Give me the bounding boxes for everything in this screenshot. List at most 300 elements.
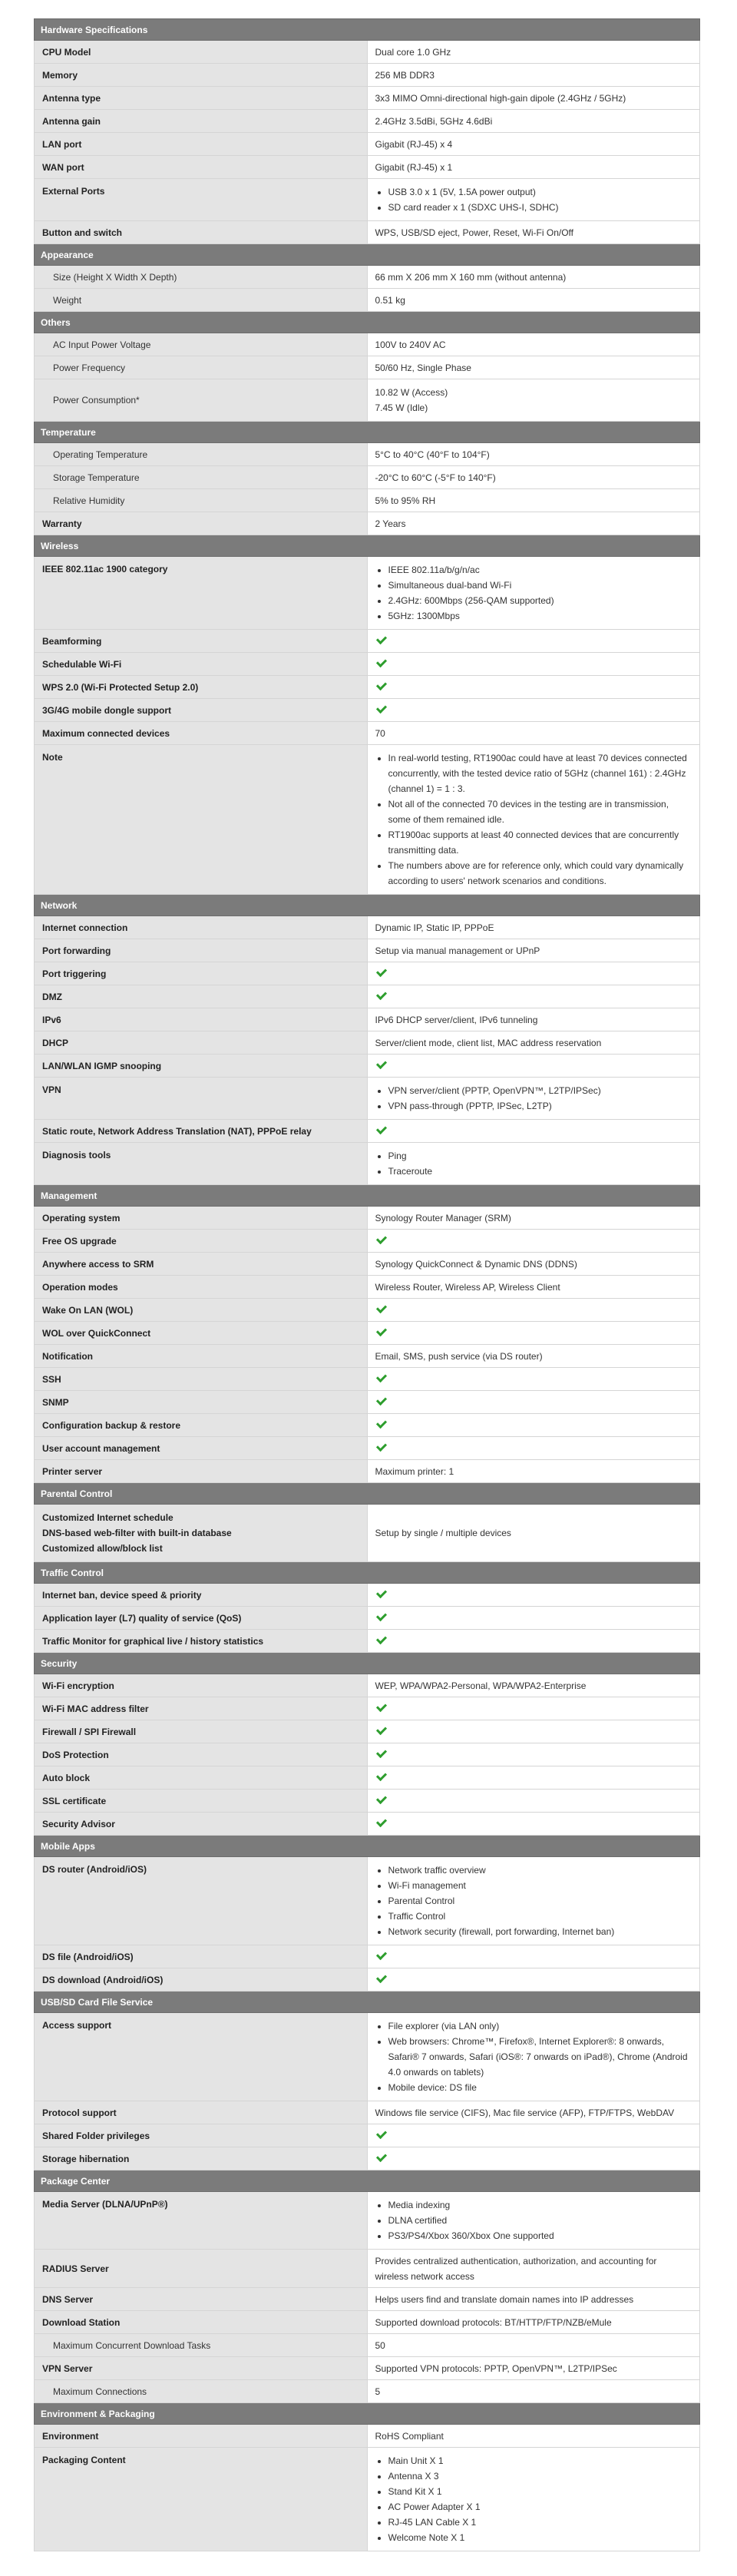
spec-label: Application layer (L7) quality of service (QoS) (35, 1607, 368, 1630)
spec-table (34, 18, 700, 2551)
spec-value: 3x3 MIMO Omni-directional high-gain dipole (2.4GHz / 5GHz) (367, 87, 700, 110)
spec-row (35, 2147, 700, 2170)
spec-row (35, 156, 700, 179)
spec-row (35, 1968, 700, 1992)
list-item: • RJ-45 LAN Cable X 1 (388, 2515, 692, 2530)
spec-row (35, 2013, 700, 2101)
spec-value: Setup by single / multiple devices (367, 1505, 700, 1562)
section-header (35, 19, 700, 41)
check-icon (375, 1233, 386, 1243)
spec-value: RoHS Compliant (367, 2425, 700, 2448)
section-header (35, 1562, 700, 1584)
section-title: Package Center (35, 2170, 700, 2192)
spec-row (35, 443, 700, 466)
section-title: Traffic Control (35, 1562, 700, 1584)
spec-value (367, 1697, 700, 1720)
spec-value: Supported VPN protocols: PPTP, OpenVPN™, L2TP/IPSec (367, 2357, 700, 2380)
section-title: USB/SD Card File Service (35, 1992, 700, 2013)
spec-label: Wake On LAN (WOL) (35, 1299, 368, 1322)
spec-label-line: DNS-based web-filter with built-in database (42, 1528, 232, 1538)
spec-label: Storage Temperature (35, 466, 368, 489)
list-item: • Mobile device: DS file (388, 2080, 692, 2095)
spec-label: Port forwarding (35, 939, 368, 962)
spec-row (35, 333, 700, 356)
check-icon (375, 1633, 386, 1644)
spec-value (367, 1078, 700, 1120)
spec-value: Setup via manual management or UPnP (367, 939, 700, 962)
list-item: • 5GHz: 1300Mbps (388, 608, 692, 624)
list-item: • Ping (388, 1148, 692, 1164)
spec-row (35, 1720, 700, 1743)
check-icon (375, 633, 386, 644)
spec-row (35, 2380, 700, 2403)
spec-label: Antenna type (35, 87, 368, 110)
spec-row (35, 1674, 700, 1697)
check-icon (375, 1058, 386, 1068)
spec-label: Notification (35, 1345, 368, 1368)
spec-label: Auto block (35, 1766, 368, 1790)
spec-label: DS file (Android/iOS) (35, 1945, 368, 1968)
list-item: • Welcome Note X 1 (388, 2530, 692, 2545)
spec-value (367, 1055, 700, 1078)
spec-value (367, 1368, 700, 1391)
spec-value: Synology QuickConnect & Dynamic DNS (DDNS) (367, 1253, 700, 1276)
spec-row (35, 699, 700, 722)
spec-value (367, 2013, 700, 2101)
spec-value (367, 1414, 700, 1437)
spec-row (35, 489, 700, 512)
spec-value (367, 1766, 700, 1790)
spec-value (367, 1437, 700, 1460)
list-item: • Media indexing (388, 2197, 692, 2213)
spec-label: Media Server (DLNA/UPnP®) (35, 2192, 368, 2250)
spec-value: Wireless Router, Wireless AP, Wireless Client (367, 1276, 700, 1299)
check-icon (375, 702, 386, 713)
list-item: • File explorer (via LAN only) (388, 2018, 692, 2034)
check-icon (375, 1417, 386, 1428)
spec-label: Free OS upgrade (35, 1230, 368, 1253)
spec-value (367, 1391, 700, 1414)
section-title: Environment & Packaging (35, 2403, 700, 2425)
spec-row (35, 266, 700, 289)
spec-value: Gigabit (RJ-45) x 4 (367, 133, 700, 156)
spec-value (367, 962, 700, 985)
section-header (35, 1483, 700, 1505)
spec-label: Environment (35, 2425, 368, 2448)
spec-label: Operation modes (35, 1276, 368, 1299)
list-item: • VPN server/client (PPTP, OpenVPN™, L2TP/IPSec) (388, 1083, 692, 1098)
check-icon (375, 1747, 386, 1757)
spec-row (35, 1345, 700, 1368)
section-header (35, 422, 700, 443)
list-item: • Antenna X 3 (388, 2468, 692, 2484)
check-icon (375, 1123, 386, 1134)
spec-label: SSH (35, 1368, 368, 1391)
spec-row (35, 1031, 700, 1055)
spec-row (35, 1607, 700, 1630)
spec-row (35, 1055, 700, 1078)
spec-row (35, 1766, 700, 1790)
check-icon (375, 1816, 386, 1826)
spec-row (35, 939, 700, 962)
spec-row (35, 2250, 700, 2288)
spec-value (367, 379, 700, 422)
check-icon (375, 679, 386, 690)
spec-value (367, 676, 700, 699)
spec-value: 256 MB DDR3 (367, 64, 700, 87)
spec-row (35, 221, 700, 244)
list-item: • VPN pass-through (PPTP, IPSec, L2TP) (388, 1098, 692, 1114)
spec-row (35, 1630, 700, 1653)
check-icon (375, 1302, 386, 1313)
spec-value: Windows file service (CIFS), Mac file service (AFP), FTP/FTPS, WebDAV (367, 2101, 700, 2124)
spec-value (367, 1968, 700, 1992)
spec-label: Storage hibernation (35, 2147, 368, 2170)
spec-label: Beamforming (35, 630, 368, 653)
check-icon (375, 1793, 386, 1803)
spec-label: Traffic Monitor for graphical live / history statistics (35, 1630, 368, 1653)
spec-row (35, 2192, 700, 2250)
section-title: Wireless (35, 535, 700, 557)
spec-value: 0.51 kg (367, 289, 700, 312)
spec-value: Provides centralized authentication, authorization, and accounting for wireless network access (367, 2250, 700, 2288)
spec-label: Maximum connected devices (35, 722, 368, 745)
spec-value (367, 630, 700, 653)
check-icon (375, 1325, 386, 1336)
spec-row (35, 1230, 700, 1253)
spec-label: WPS 2.0 (Wi-Fi Protected Setup 2.0) (35, 676, 368, 699)
spec-row (35, 1505, 700, 1562)
spec-row (35, 676, 700, 699)
spec-value: Synology Router Manager (SRM) (367, 1207, 700, 1230)
spec-label: Firewall / SPI Firewall (35, 1720, 368, 1743)
spec-value-line: 7.45 W (Idle) (375, 402, 428, 413)
spec-label: Wi-Fi MAC address filter (35, 1697, 368, 1720)
check-icon (375, 1723, 386, 1734)
spec-row (35, 962, 700, 985)
spec-label: Port triggering (35, 962, 368, 985)
section-title: Security (35, 1653, 700, 1674)
spec-row (35, 1414, 700, 1437)
spec-row (35, 1299, 700, 1322)
spec-label: Maximum Concurrent Download Tasks (35, 2334, 368, 2357)
spec-row (35, 1078, 700, 1120)
list-item: • The numbers above are for reference only, which could vary dynamically according to users' network scenarios and conditions. (388, 858, 692, 889)
spec-value: 5% to 95% RH (367, 489, 700, 512)
spec-row (35, 179, 700, 221)
list-item: • Main Unit X 1 (388, 2453, 692, 2468)
spec-label: Schedulable Wi-Fi (35, 653, 368, 676)
spec-label: SNMP (35, 1391, 368, 1414)
spec-label: Protocol support (35, 2101, 368, 2124)
spec-row (35, 379, 700, 422)
spec-label: Weight (35, 289, 368, 312)
list-item: • PS3/PS4/Xbox 360/Xbox One supported (388, 2228, 692, 2243)
section-title: Mobile Apps (35, 1836, 700, 1857)
spec-row (35, 133, 700, 156)
spec-value: WPS, USB/SD eject, Power, Reset, Wi-Fi On/Off (367, 221, 700, 244)
spec-value: Email, SMS, push service (via DS router) (367, 1345, 700, 1368)
spec-label: Security Advisor (35, 1813, 368, 1836)
section-header (35, 2170, 700, 2192)
spec-label: User account management (35, 1437, 368, 1460)
check-icon (375, 1394, 386, 1405)
list-item: • Stand Kit X 1 (388, 2484, 692, 2499)
spec-row (35, 1460, 700, 1483)
spec-row (35, 557, 700, 630)
spec-label: DNS Server (35, 2288, 368, 2311)
spec-row (35, 1322, 700, 1345)
spec-value (367, 1607, 700, 1630)
check-icon (375, 1371, 386, 1382)
spec-label: Memory (35, 64, 368, 87)
spec-row (35, 2101, 700, 2124)
spec-value (367, 2147, 700, 2170)
spec-row (35, 1120, 700, 1143)
spec-label: 3G/4G mobile dongle support (35, 699, 368, 722)
spec-label: Shared Folder privileges (35, 2124, 368, 2147)
spec-value (367, 745, 700, 895)
spec-label: Internet connection (35, 916, 368, 939)
spec-row (35, 2357, 700, 2380)
list-item: • Traceroute (388, 1164, 692, 1179)
spec-value (367, 1720, 700, 1743)
spec-value (367, 1630, 700, 1653)
spec-label: Button and switch (35, 221, 368, 244)
spec-value: 2 Years (367, 512, 700, 535)
check-icon (375, 1700, 386, 1711)
spec-label: Power Consumption* (35, 379, 368, 422)
list-item: • AC Power Adapter X 1 (388, 2499, 692, 2515)
spec-row (35, 985, 700, 1008)
section-header (35, 244, 700, 266)
spec-value-list (375, 184, 692, 215)
spec-value-list (375, 1862, 692, 1939)
section-title: Temperature (35, 422, 700, 443)
spec-value (367, 1857, 700, 1945)
list-item: • RT1900ac supports at least 40 connected devices that are concurrently transmitting data. (388, 827, 692, 858)
spec-value: -20°C to 60°C (-5°F to 140°F) (367, 466, 700, 489)
check-icon (375, 965, 386, 976)
list-item: • USB 3.0 x 1 (5V, 1.5A power output) (388, 184, 692, 200)
spec-label: IPv6 (35, 1008, 368, 1031)
spec-value: Gigabit (RJ-45) x 1 (367, 156, 700, 179)
spec-label: Operating system (35, 1207, 368, 1230)
spec-value: 100V to 240V AC (367, 333, 700, 356)
spec-value (367, 1299, 700, 1322)
spec-row (35, 1437, 700, 1460)
list-item: • DLNA certified (388, 2213, 692, 2228)
spec-value: Dual core 1.0 GHz (367, 41, 700, 64)
spec-row (35, 289, 700, 312)
spec-label: AC Input Power Voltage (35, 333, 368, 356)
spec-label: Wi-Fi encryption (35, 1674, 368, 1697)
spec-row (35, 2425, 700, 2448)
spec-row (35, 1276, 700, 1299)
spec-value (367, 1230, 700, 1253)
spec-row (35, 722, 700, 745)
spec-value (367, 1945, 700, 1968)
list-item: • Wi-Fi management (388, 1878, 692, 1893)
spec-value (367, 2448, 700, 2551)
check-icon (375, 2127, 386, 2138)
spec-row (35, 2311, 700, 2334)
spec-value: 50/60 Hz, Single Phase (367, 356, 700, 379)
list-item: • In real-world testing, RT1900ac could have at least 70 devices connected concurrently, with the tested device ratio of 5GHz (channel 161) : 2.4GHz (channel 1) = 1 : 3. (388, 750, 692, 796)
spec-label: SSL certificate (35, 1790, 368, 1813)
section-title: Management (35, 1185, 700, 1207)
spec-value-list (375, 562, 692, 624)
section-header (35, 312, 700, 333)
check-icon (375, 1440, 386, 1451)
spec-label: Power Frequency (35, 356, 368, 379)
spec-label: Static route, Network Address Translation (NAT), PPPoE relay (35, 1120, 368, 1143)
spec-label: DS router (Android/iOS) (35, 1857, 368, 1945)
spec-value (367, 179, 700, 221)
spec-value (367, 1813, 700, 1836)
check-icon (375, 1972, 386, 1982)
spec-value-line: 10.82 W (Access) (375, 387, 448, 398)
spec-value-list (375, 1083, 692, 1114)
spec-row (35, 356, 700, 379)
list-item: • Not all of the connected 70 devices in the testing are in transmission, some of them remained idle. (388, 796, 692, 827)
spec-row (35, 1857, 700, 1945)
spec-label: WAN port (35, 156, 368, 179)
spec-row (35, 2448, 700, 2551)
spec-value (367, 1584, 700, 1607)
spec-row (35, 1207, 700, 1230)
spec-label: Printer server (35, 1460, 368, 1483)
spec-label: LAN/WLAN IGMP snooping (35, 1055, 368, 1078)
spec-row (35, 1584, 700, 1607)
spec-value (367, 2124, 700, 2147)
spec-value: Dynamic IP, Static IP, PPPoE (367, 916, 700, 939)
spec-label-line: Customized allow/block list (42, 1543, 163, 1554)
check-icon (375, 2151, 386, 2161)
spec-label: DHCP (35, 1031, 368, 1055)
spec-row (35, 1945, 700, 1968)
spec-label (35, 1505, 368, 1562)
spec-table-body (35, 19, 700, 2551)
spec-label: VPN Server (35, 2357, 368, 2380)
spec-label: Size (Height X Width X Depth) (35, 266, 368, 289)
spec-row (35, 41, 700, 64)
check-icon (375, 656, 386, 667)
spec-label: Download Station (35, 2311, 368, 2334)
spec-value (367, 985, 700, 1008)
spec-value: 2.4GHz 3.5dBi, 5GHz 4.6dBi (367, 110, 700, 133)
list-item: • Network traffic overview (388, 1862, 692, 1878)
spec-value: Helps users find and translate domain names into IP addresses (367, 2288, 700, 2311)
spec-row (35, 87, 700, 110)
spec-value: 5°C to 40°C (40°F to 104°F) (367, 443, 700, 466)
spec-row (35, 1790, 700, 1813)
list-item: • Web browsers: Chrome™, Firefox®, Internet Explorer®: 8 onwards, Safari® 7 onwards, Safari (iOS®: 7 onwards on iPad®), Chrome (Android 4.0 onwards on tablets) (388, 2034, 692, 2080)
spec-value-list (375, 1148, 692, 1179)
spec-value (367, 2192, 700, 2250)
section-header (35, 1185, 700, 1207)
spec-row (35, 1743, 700, 1766)
list-item: • IEEE 802.11a/b/g/n/ac (388, 562, 692, 578)
check-icon (375, 1770, 386, 1780)
spec-row (35, 2288, 700, 2311)
section-header (35, 1992, 700, 2013)
spec-row (35, 2334, 700, 2357)
spec-label: Note (35, 745, 368, 895)
spec-value-list (375, 750, 692, 889)
spec-label: Maximum Connections (35, 2380, 368, 2403)
spec-row (35, 653, 700, 676)
check-icon (375, 1949, 386, 1959)
list-item: • Network security (firewall, port forwarding, Internet ban) (388, 1924, 692, 1939)
section-title: Appearance (35, 244, 700, 266)
spec-label: External Ports (35, 179, 368, 221)
spec-value (367, 1120, 700, 1143)
spec-value: Maximum printer: 1 (367, 1460, 700, 1483)
spec-value: Server/client mode, client list, MAC address reservation (367, 1031, 700, 1055)
list-item: • Traffic Control (388, 1909, 692, 1924)
spec-label: Internet ban, device speed & priority (35, 1584, 368, 1607)
spec-value (367, 557, 700, 630)
spec-row (35, 1391, 700, 1414)
spec-value: 50 (367, 2334, 700, 2357)
spec-label: Diagnosis tools (35, 1143, 368, 1185)
spec-value: 66 mm X 206 mm X 160 mm (without antenna) (367, 266, 700, 289)
spec-label: DoS Protection (35, 1743, 368, 1766)
spec-label: VPN (35, 1078, 368, 1120)
spec-value (367, 1322, 700, 1345)
list-item: • Simultaneous dual-band Wi-Fi (388, 578, 692, 593)
spec-value (367, 699, 700, 722)
section-header (35, 1836, 700, 1857)
section-header (35, 535, 700, 557)
list-item: • 2.4GHz: 600Mbps (256-QAM supported) (388, 593, 692, 608)
check-icon (375, 1587, 386, 1598)
spec-value (367, 1743, 700, 1766)
spec-row (35, 512, 700, 535)
spec-label: DS download (Android/iOS) (35, 1968, 368, 1992)
spec-row (35, 1368, 700, 1391)
spec-label: CPU Model (35, 41, 368, 64)
spec-label: Anywhere access to SRM (35, 1253, 368, 1276)
spec-label: IEEE 802.11ac 1900 category (35, 557, 368, 630)
spec-value: WEP, WPA/WPA2-Personal, WPA/WPA2-Enterprise (367, 1674, 700, 1697)
spec-value-list (375, 2197, 692, 2243)
section-title: Others (35, 312, 700, 333)
spec-value (367, 1790, 700, 1813)
spec-row (35, 1253, 700, 1276)
list-item: • SD card reader x 1 (SDXC UHS-I, SDHC) (388, 200, 692, 215)
spec-value: IPv6 DHCP server/client, IPv6 tunneling (367, 1008, 700, 1031)
spec-label: Antenna gain (35, 110, 368, 133)
spec-label: Access support (35, 2013, 368, 2101)
spec-row (35, 630, 700, 653)
spec-label: Warranty (35, 512, 368, 535)
spec-label: Operating Temperature (35, 443, 368, 466)
list-item: • Parental Control (388, 1893, 692, 1909)
spec-value (367, 653, 700, 676)
spec-row (35, 466, 700, 489)
spec-label: Relative Humidity (35, 489, 368, 512)
spec-label: Packaging Content (35, 2448, 368, 2551)
spec-label: DMZ (35, 985, 368, 1008)
spec-row (35, 110, 700, 133)
check-icon (375, 1610, 386, 1621)
spec-row (35, 1697, 700, 1720)
spec-value: 70 (367, 722, 700, 745)
section-header (35, 895, 700, 916)
check-icon (375, 988, 386, 999)
